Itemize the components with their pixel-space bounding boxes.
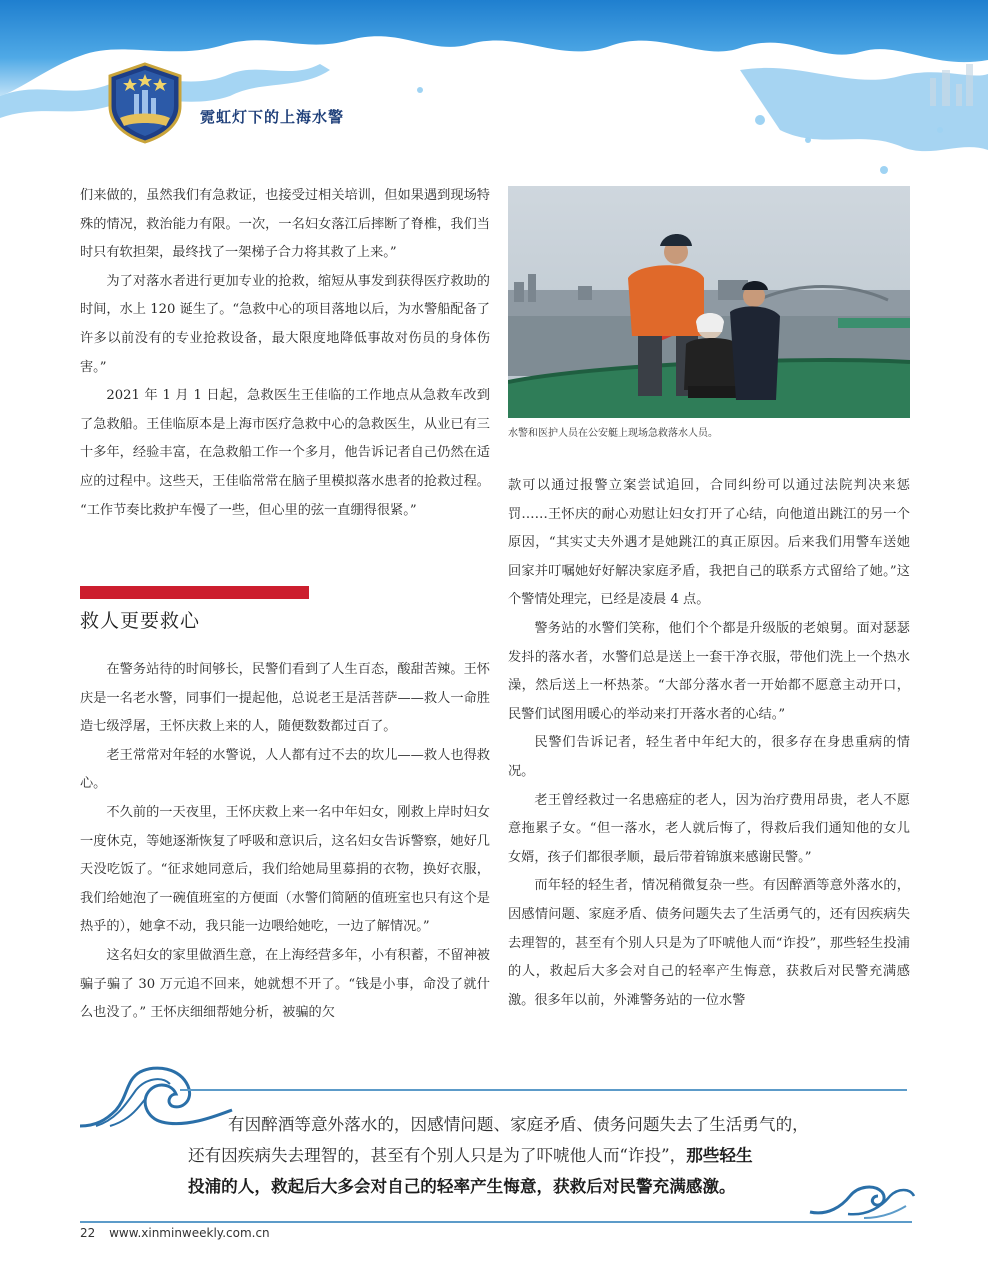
paragraph: 而年轻的轻生者，情况稍微复杂一些。有因醉酒等意外落水的，因感情问题、家庭矛盾、债务问题失去了生活勇气的，还有因疾病失去理智的，甚至有个别人只是为了吓唬他人而“诈投”，那些轻生投浦的人，救起后大多会对自己的轻率产生悔意，获救后对民警充满感激。很多年以前，外滩警务站的一位水警 bbox=[508, 878, 910, 1008]
pull-quote-line-2-bold: 那些轻生 bbox=[686, 1145, 753, 1165]
paragraph: 款可以通过报警立案尝试追回，合同纠纷可以通过法院判决来惩罚……王怀庆的耐心劝慰让妇女打开了心结，向他道出跳江的另一个原因，“其实丈夫外遇才是她跳江的真正原因。后来我们用警车送她回家并叮嘱她好好解决家庭矛盾，我把自己的联系方式留给了她。”这个警情处理完，已经是凌晨 4 点。 bbox=[508, 478, 910, 608]
paragraph: 在警务站待的时间够长，民警们看到了人生百态，酸甜苦辣。王怀庆是一名老水警，同事们一提起他，总说老王是活菩萨——救人一命胜造七级浮屠，王怀庆救上来的人，随便数数都过百了。 bbox=[80, 662, 490, 735]
paragraph: 警务站的水警们笑称，他们个个都是升级版的老娘舅。面对瑟瑟发抖的落水者，水警们总是送上一套干净衣服，带他们洗上一个热水澡，然后送上一杯热茶。“大部分落水者一开始都不愿意主动开口，民警们试图用暖心的举动来打开落水者的心结。” bbox=[508, 620, 910, 722]
paragraph: 民警们告诉记者，轻生者中年纪大的，很多存在身患重病的情况。 bbox=[508, 735, 910, 779]
paragraph: 为了对落水者进行更加专业的抢救，缩短从事发到获得医疗救助的时间，水上 120 诞生了。“急救中心的项目落地以后，为水警船配备了许多以前没有的专业抢救设备，最大限度地降低事故对伤员的身体伤害。” bbox=[80, 273, 490, 375]
page-footer bbox=[80, 1226, 270, 1240]
header-title: 霓虹灯下的上海水警 bbox=[200, 108, 345, 126]
quote-rule-bottom bbox=[80, 1221, 912, 1223]
pull-quote-line-2: 还有因疾病失去理智的，甚至有个别人只是为了吓唬他人而“诈投”， bbox=[188, 1146, 687, 1165]
paragraph: 们来做的，虽然我们有急救证，也接受过相关培训，但如果遇到现场特殊的情况，救治能力有限。一次，一名妇女落江后摔断了脊椎，我们当时只有软担架，最终找了一架梯子合力将其救了上来。” bbox=[80, 188, 490, 261]
quote-rule-top bbox=[180, 1089, 907, 1091]
pull-quote-line-1: 有因醉酒等意外落水的，因感情问题、家庭矛盾、债务问题失去了生活勇气的， bbox=[228, 1115, 809, 1134]
footer-url: www.xinminweekly.com.cn bbox=[109, 1226, 270, 1240]
section-title: 救人更要救心 bbox=[80, 610, 201, 632]
paragraph: 这名妇女的家里做酒生意，在上海经营多年，小有积蓄，不留神被骗子骗了 30 万元追不回来，她就想不开了。“钱是小事，命没了就什么也没了。” 王怀庆细细帮她分析，被骗的欠 bbox=[80, 947, 490, 1021]
paragraph: 老王曾经救过一名患癌症的老人，因为治疗费用昂贵，老人不愿意拖累子女。“但一落水，老人就后悔了，得救后我们通知他的女儿女婿，孩子们都很孝顺，最后带着锦旗来感谢民警。” bbox=[508, 792, 910, 865]
photo-caption: 水警和医护人员在公安艇上现场急救落水人员。 bbox=[508, 428, 718, 439]
left-column-bottom bbox=[80, 656, 490, 1028]
section-red-bar bbox=[80, 586, 309, 599]
paragraph: 老王常常对年轻的水警说，人人都有过不去的坎儿——救人也得救心。 bbox=[80, 747, 490, 792]
rescue-photo bbox=[508, 186, 910, 418]
wave-icon bbox=[808, 1166, 916, 1220]
paragraph: 不久前的一天夜里，王怀庆救上来一名中年妇女，刚救上岸时妇女一度休克，等她逐渐恢复了呼吸和意识后，这名妇女告诉警察，她好几天没吃饭了。“征求她同意后，我们给她局里募捐的衣物，换好衣服，我们给她泡了一碗值班室的方便面（水警们简陋的值班室也只有这个是热乎的），她拿不动，我只能一边喂给她吃，一边了解情况。” bbox=[80, 804, 490, 935]
left-column-top bbox=[80, 182, 490, 525]
right-column bbox=[508, 472, 910, 1015]
pull-quote-line-3: 投浦的人，救起后大多会对自己的轻率产生悔意，获救后对民警充满感激。 bbox=[188, 1176, 736, 1196]
page-number: 22 bbox=[80, 1226, 96, 1240]
pull-quote bbox=[188, 1110, 888, 1202]
paragraph: 2021 年 1 月 1 日起，急救医生王佳临的工作地点从急救车改到了急救船。王佳临原本是上海市医疗急救中心的急救医生，从业已有三十多年，经验丰富，在急救船工作一个多月，他告诉记者自己仍然在适应的过程中。这些天，王佳临常常在脑子里模拟落水患者的抢救过程。 “工作节奏比救护车慢了一些，但心里的弦一直绷得很紧。” bbox=[80, 388, 490, 518]
police-badge-icon bbox=[104, 62, 186, 144]
